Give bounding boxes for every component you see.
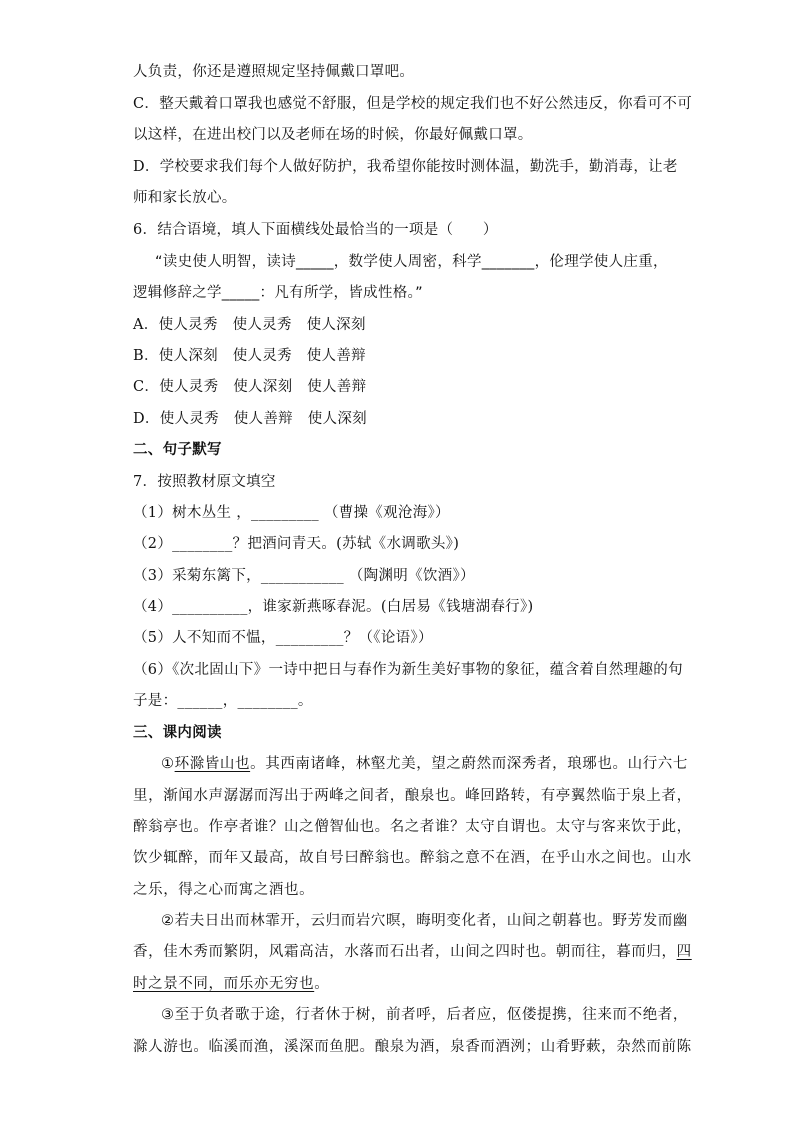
passage-paragraph-1-line1	[161, 754, 689, 774]
passage-paragraph-2-line3	[133, 974, 663, 994]
option-b-continuation: 人负责，你还是遵照规定坚持佩戴口罩吧。	[133, 64, 415, 80]
option-d-line2: 师和家长放心。	[133, 190, 237, 206]
paragraph-2-text: 香，佳木秀而繁阴，风霜高洁，水落而石出者，山间之四时也。朝而往，暮而归，	[133, 944, 677, 960]
paragraph-2-period: 。	[314, 976, 330, 992]
section-3-heading: 三、课内阅读	[133, 724, 222, 741]
question-6-quote-line2: 逻辑修辞之学_____：凡有所学，皆成性格。”	[133, 285, 423, 301]
question-7-item-6-line2: 子是：______，________。	[133, 693, 313, 709]
passage-paragraph-1-line3: 醉翁亭也。作亭者谁？山之僧智仙也。名之者谁？太守自谓也。太守与客来饮于此，	[133, 819, 692, 835]
underlined-sentence-2-end: 时之景不同，而乐亦无穷也	[133, 976, 315, 992]
question-6-quote-line1: “读史使人明智，读诗_____，数学使人周密，科学_______，伦理学使人庄重，	[155, 254, 668, 270]
underlined-sentence-1: 环滁皆山也	[174, 756, 251, 772]
question-7-item-1: （1）树木丛生 ，_________ （曹操《观沧海》）	[133, 505, 450, 521]
option-c-line2: 以这样，在进出校门以及老师在场的时候，你最好佩戴口罩。	[133, 127, 533, 143]
passage-paragraph-2-line1: ②若夫日出而林霏开，云归而岩穴暝，晦明变化者，山间之朝暮也。野芳发而幽	[161, 913, 688, 929]
question-7-stem: 7．按照教材原文填空	[133, 474, 276, 490]
question-6-option-c: C．使人灵秀 使人深刻 使人善辩	[133, 379, 367, 395]
question-7-item-5: （5）人不知而不愠，_________？（《论语》）	[133, 630, 433, 646]
passage-paragraph-3-line2: 滁人游也。临溪而渔，溪深而鱼肥。酿泉为酒，泉香而酒洌；山肴野蔌，杂然而前陈	[133, 1039, 692, 1055]
option-c-line1: C．整天戴着口罩我也感觉不舒服，但是学校的规定我们也不好公然违反，你看可不可	[133, 96, 692, 112]
passage-paragraph-1-line4: 饮少辄醉，而年又最高，故自号曰醉翁也。醉翁之意不在酒，在乎山水之间也。山水	[133, 850, 692, 866]
option-d-line1: D．学校要求我们每个人做好防护，我希望你能按时测体温，勤洗手，勤消毒，让老	[133, 159, 678, 175]
question-7-item-4: （4）__________，谁家新燕啄春泥。(白居易《钱塘湖春行》)	[133, 599, 534, 615]
question-7-item-6-line1: （6）《次北固山下》一诗中把日与春作为新生美好事物的象征，蕴含着自然理趣的句	[133, 662, 683, 678]
paragraph-1-text: 。其西南诸峰，林壑尤美，望之蔚然而深秀者，琅琊也。山行六七	[250, 756, 689, 772]
passage-paragraph-3-line1: ③至于负者歌于途，行者休于树，前者呼，后者应，伛偻提携，往来而不绝者，	[161, 1007, 688, 1023]
question-6-option-d: D．使人灵秀 使人善辩 使人深刻	[133, 411, 367, 427]
question-7-item-2: （2）________？把酒问青天。(苏轼《水调歌头》)	[133, 536, 460, 552]
underlined-sentence-2-start: 四	[676, 944, 692, 960]
paragraph-number-1: ①	[161, 756, 175, 772]
question-7-item-3: （3）采菊东篱下，___________ （陶渊明《饮酒》）	[133, 568, 475, 584]
passage-paragraph-1-line2: 里，渐闻水声潺潺而泻出于两峰之间者，酿泉也。峰回路转，有亭翼然临于泉上者，	[133, 788, 692, 804]
question-6-stem: 6．结合语境，填人下面横线处最恰当的一项是（ ）	[133, 222, 498, 238]
question-6-option-a: A．使人灵秀 使人灵秀 使人深刻	[133, 317, 366, 333]
section-2-heading: 二、句子默写	[133, 441, 222, 458]
passage-paragraph-2-line2	[133, 942, 692, 962]
passage-paragraph-1-line5: 之乐，得之心而寓之酒也。	[133, 882, 315, 898]
question-6-option-b: B．使人深刻 使人灵秀 使人善辩	[133, 348, 366, 364]
